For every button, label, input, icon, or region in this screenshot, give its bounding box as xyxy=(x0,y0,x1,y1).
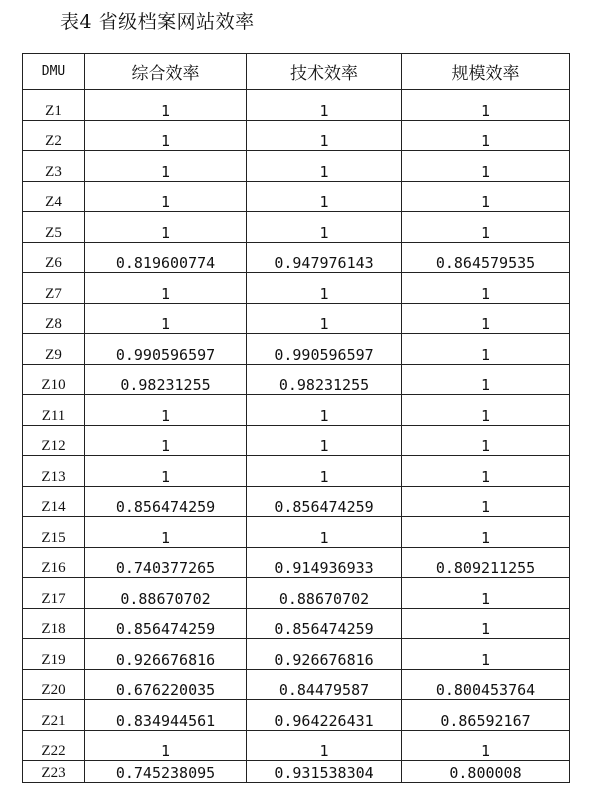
table-row xyxy=(23,151,570,182)
table-header xyxy=(23,54,570,90)
cell-overall-efficiency: 1 xyxy=(85,212,247,243)
cell-scale-efficiency: 1 xyxy=(402,639,570,670)
cell-scale-efficiency: 1 xyxy=(402,303,570,334)
table-caption: 表4 省级档案网站效率 xyxy=(60,11,255,33)
cell-scale-efficiency: 1 xyxy=(402,151,570,182)
cell-technical-efficiency: 0.926676816 xyxy=(247,639,402,670)
header-row xyxy=(23,54,570,90)
cell-scale-efficiency: 1 xyxy=(402,181,570,212)
cell-overall-efficiency: 1 xyxy=(85,120,247,151)
cell-scale-efficiency: 0.800008 xyxy=(402,761,570,783)
cell-technical-efficiency: 1 xyxy=(247,303,402,334)
cell-dmu: Z10 xyxy=(23,364,85,395)
cell-technical-efficiency: 0.856474259 xyxy=(247,608,402,639)
cell-overall-efficiency: 1 xyxy=(85,395,247,426)
cell-dmu: Z22 xyxy=(23,730,85,761)
cell-technical-efficiency: 0.914936933 xyxy=(247,547,402,578)
cell-dmu: Z14 xyxy=(23,486,85,517)
cell-technical-efficiency: 1 xyxy=(247,425,402,456)
cell-dmu: Z1 xyxy=(23,90,85,121)
cell-scale-efficiency: 1 xyxy=(402,395,570,426)
cell-technical-efficiency: 0.947976143 xyxy=(247,242,402,273)
table-row xyxy=(23,761,570,783)
cell-dmu: Z6 xyxy=(23,242,85,273)
table-row xyxy=(23,456,570,487)
table-row xyxy=(23,700,570,731)
header-dmu: DMU xyxy=(23,54,85,90)
efficiency-table xyxy=(22,53,570,783)
cell-dmu: Z12 xyxy=(23,425,85,456)
cell-overall-efficiency: 1 xyxy=(85,181,247,212)
cell-dmu: Z20 xyxy=(23,669,85,700)
cell-overall-efficiency: 0.740377265 xyxy=(85,547,247,578)
cell-overall-efficiency: 1 xyxy=(85,425,247,456)
cell-scale-efficiency: 0.800453764 xyxy=(402,669,570,700)
table-row xyxy=(23,639,570,670)
header-technical-efficiency: 技术效率 xyxy=(247,54,402,90)
cell-overall-efficiency: 1 xyxy=(85,517,247,548)
cell-dmu: Z18 xyxy=(23,608,85,639)
cell-dmu: Z13 xyxy=(23,456,85,487)
cell-overall-efficiency: 1 xyxy=(85,456,247,487)
cell-overall-efficiency: 0.88670702 xyxy=(85,578,247,609)
cell-technical-efficiency: 1 xyxy=(247,181,402,212)
table-row xyxy=(23,181,570,212)
cell-scale-efficiency: 1 xyxy=(402,90,570,121)
cell-technical-efficiency: 1 xyxy=(247,90,402,121)
table-row xyxy=(23,486,570,517)
cell-scale-efficiency: 1 xyxy=(402,456,570,487)
cell-technical-efficiency: 1 xyxy=(247,273,402,304)
cell-scale-efficiency: 1 xyxy=(402,364,570,395)
cell-dmu: Z9 xyxy=(23,334,85,365)
cell-dmu: Z21 xyxy=(23,700,85,731)
cell-overall-efficiency: 1 xyxy=(85,303,247,334)
cell-scale-efficiency: 0.809211255 xyxy=(402,547,570,578)
cell-scale-efficiency: 1 xyxy=(402,120,570,151)
cell-technical-efficiency: 0.856474259 xyxy=(247,486,402,517)
table-row xyxy=(23,730,570,761)
header-overall-efficiency: 综合效率 xyxy=(85,54,247,90)
cell-overall-efficiency: 0.926676816 xyxy=(85,639,247,670)
table-row xyxy=(23,578,570,609)
table-row xyxy=(23,273,570,304)
cell-technical-efficiency: 1 xyxy=(247,120,402,151)
cell-technical-efficiency: 1 xyxy=(247,456,402,487)
cell-technical-efficiency: 0.964226431 xyxy=(247,700,402,731)
cell-scale-efficiency: 1 xyxy=(402,608,570,639)
table-row xyxy=(23,364,570,395)
cell-scale-efficiency: 1 xyxy=(402,578,570,609)
cell-dmu: Z5 xyxy=(23,212,85,243)
cell-overall-efficiency: 0.745238095 xyxy=(85,761,247,783)
cell-scale-efficiency: 1 xyxy=(402,517,570,548)
cell-overall-efficiency: 0.819600774 xyxy=(85,242,247,273)
cell-dmu: Z8 xyxy=(23,303,85,334)
cell-overall-efficiency: 0.856474259 xyxy=(85,608,247,639)
cell-technical-efficiency: 1 xyxy=(247,730,402,761)
cell-overall-efficiency: 0.676220035 xyxy=(85,669,247,700)
table-row xyxy=(23,395,570,426)
cell-overall-efficiency: 0.990596597 xyxy=(85,334,247,365)
table-row xyxy=(23,242,570,273)
cell-technical-efficiency: 0.88670702 xyxy=(247,578,402,609)
cell-dmu: Z2 xyxy=(23,120,85,151)
cell-technical-efficiency: 0.84479587 xyxy=(247,669,402,700)
cell-overall-efficiency: 0.856474259 xyxy=(85,486,247,517)
cell-dmu: Z16 xyxy=(23,547,85,578)
cell-overall-efficiency: 1 xyxy=(85,151,247,182)
cell-scale-efficiency: 0.864579535 xyxy=(402,242,570,273)
table-row xyxy=(23,425,570,456)
table-row xyxy=(23,669,570,700)
cell-technical-efficiency: 1 xyxy=(247,517,402,548)
cell-technical-efficiency: 1 xyxy=(247,212,402,243)
cell-dmu: Z11 xyxy=(23,395,85,426)
table-row xyxy=(23,303,570,334)
cell-dmu: Z17 xyxy=(23,578,85,609)
cell-scale-efficiency: 0.86592167 xyxy=(402,700,570,731)
table-row xyxy=(23,517,570,548)
cell-dmu: Z7 xyxy=(23,273,85,304)
cell-dmu: Z23 xyxy=(23,761,85,783)
cell-scale-efficiency: 1 xyxy=(402,212,570,243)
table-row xyxy=(23,90,570,121)
table-body xyxy=(23,90,570,783)
table-row xyxy=(23,547,570,578)
cell-dmu: Z3 xyxy=(23,151,85,182)
table-row xyxy=(23,212,570,243)
cell-scale-efficiency: 1 xyxy=(402,486,570,517)
cell-overall-efficiency: 0.834944561 xyxy=(85,700,247,731)
cell-technical-efficiency: 0.990596597 xyxy=(247,334,402,365)
cell-scale-efficiency: 1 xyxy=(402,730,570,761)
cell-scale-efficiency: 1 xyxy=(402,273,570,304)
cell-dmu: Z19 xyxy=(23,639,85,670)
cell-dmu: Z15 xyxy=(23,517,85,548)
cell-overall-efficiency: 1 xyxy=(85,730,247,761)
table-row xyxy=(23,334,570,365)
cell-dmu: Z4 xyxy=(23,181,85,212)
cell-technical-efficiency: 0.98231255 xyxy=(247,364,402,395)
cell-technical-efficiency: 1 xyxy=(247,151,402,182)
table-row xyxy=(23,120,570,151)
cell-overall-efficiency: 1 xyxy=(85,90,247,121)
table-row xyxy=(23,608,570,639)
cell-overall-efficiency: 1 xyxy=(85,273,247,304)
cell-overall-efficiency: 0.98231255 xyxy=(85,364,247,395)
cell-technical-efficiency: 0.931538304 xyxy=(247,761,402,783)
cell-scale-efficiency: 1 xyxy=(402,334,570,365)
cell-scale-efficiency: 1 xyxy=(402,425,570,456)
header-scale-efficiency: 规模效率 xyxy=(402,54,570,90)
cell-technical-efficiency: 1 xyxy=(247,395,402,426)
